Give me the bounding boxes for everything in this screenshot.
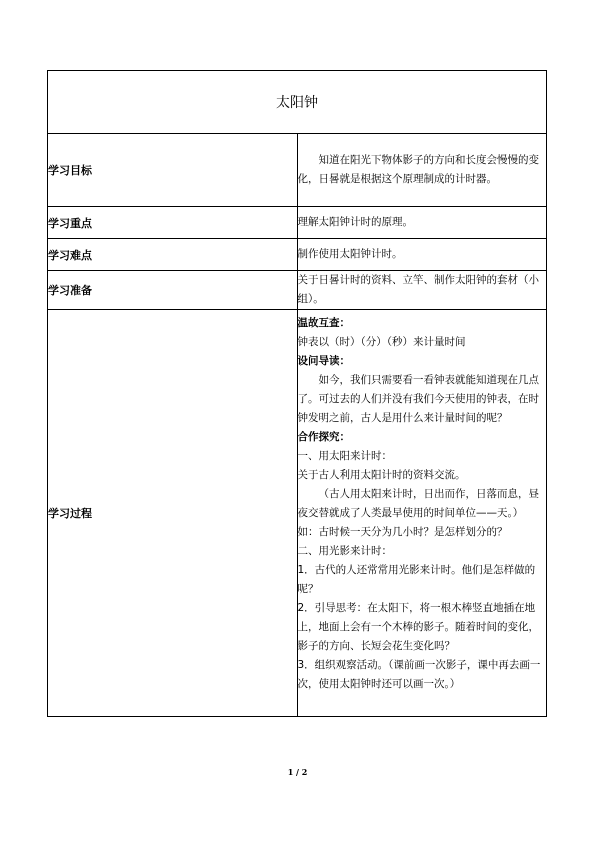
paragraph: （古人用太阳来计时，日出而作，日落而息，昼夜交替就成了人类最早使用的时间单位——天。） [297, 488, 539, 519]
row-label: 学习目标 [48, 134, 298, 207]
row-content: 知道在阳光下物体影子的方向和长度会慢慢的变化，日晷就是根据这个原理制成的计时器。 [297, 134, 547, 207]
row-content: 制作使用太阳钟计时。 [297, 239, 547, 271]
process-content [297, 310, 547, 717]
table-row [48, 271, 547, 310]
row-label: 学习重点 [48, 207, 298, 239]
page-number: 1 / 2 [287, 767, 308, 777]
row-label: 学习过程 [48, 310, 298, 717]
paragraph: 2．引导思考：在太阳下，将一根木棒竖直地插在地上，地面上会有一个木棒的影子。随着时间的变化，影子的方向、长短会花生变化吗？ [297, 602, 539, 652]
row-label: 学习准备 [48, 271, 298, 310]
paragraph: 一、用太阳来计时： [297, 450, 392, 462]
table-row [48, 134, 547, 207]
paragraph: 3．组织观察活动。（课前画一次影子，课中再去画一次，使用太阳钟时还可以画一次。） [297, 659, 541, 690]
title-row [48, 71, 547, 134]
lesson-table [47, 70, 547, 717]
table-row [48, 239, 547, 271]
section-heading: 设问导读： [297, 355, 350, 367]
paragraph: 关于古人利用太阳计时的资料交流。 [297, 469, 466, 481]
row-content: 理解太阳钟计时的原理。 [297, 207, 547, 239]
table-row [48, 310, 547, 717]
section-heading: 温故互查： [297, 317, 350, 329]
row-content: 关于日晷计时的资料、立竿、制作太阳钟的套材（小组）。 [297, 271, 547, 310]
paragraph: 钟表以（时）（分）（秒）来计量时间 [297, 336, 466, 348]
paragraph: 1．古代的人还常常用光影来计时。他们是怎样做的呢？ [297, 564, 536, 595]
document-title: 太阳钟 [48, 71, 547, 134]
paragraph: 二、用光影来计时： [297, 545, 392, 557]
table-row [48, 207, 547, 239]
section-heading: 合作探究： [297, 431, 350, 443]
paragraph: 如：古时候一天分为几小时？是怎样划分的？ [297, 526, 508, 538]
paragraph: 如今，我们只需要看一看钟表就能知道现在几点了。可过去的人们并没有我们今天使用的钟表，在时钟发明之前，古人是用什么来计量时间的呢？ [297, 374, 539, 424]
row-label: 学习难点 [48, 239, 298, 271]
